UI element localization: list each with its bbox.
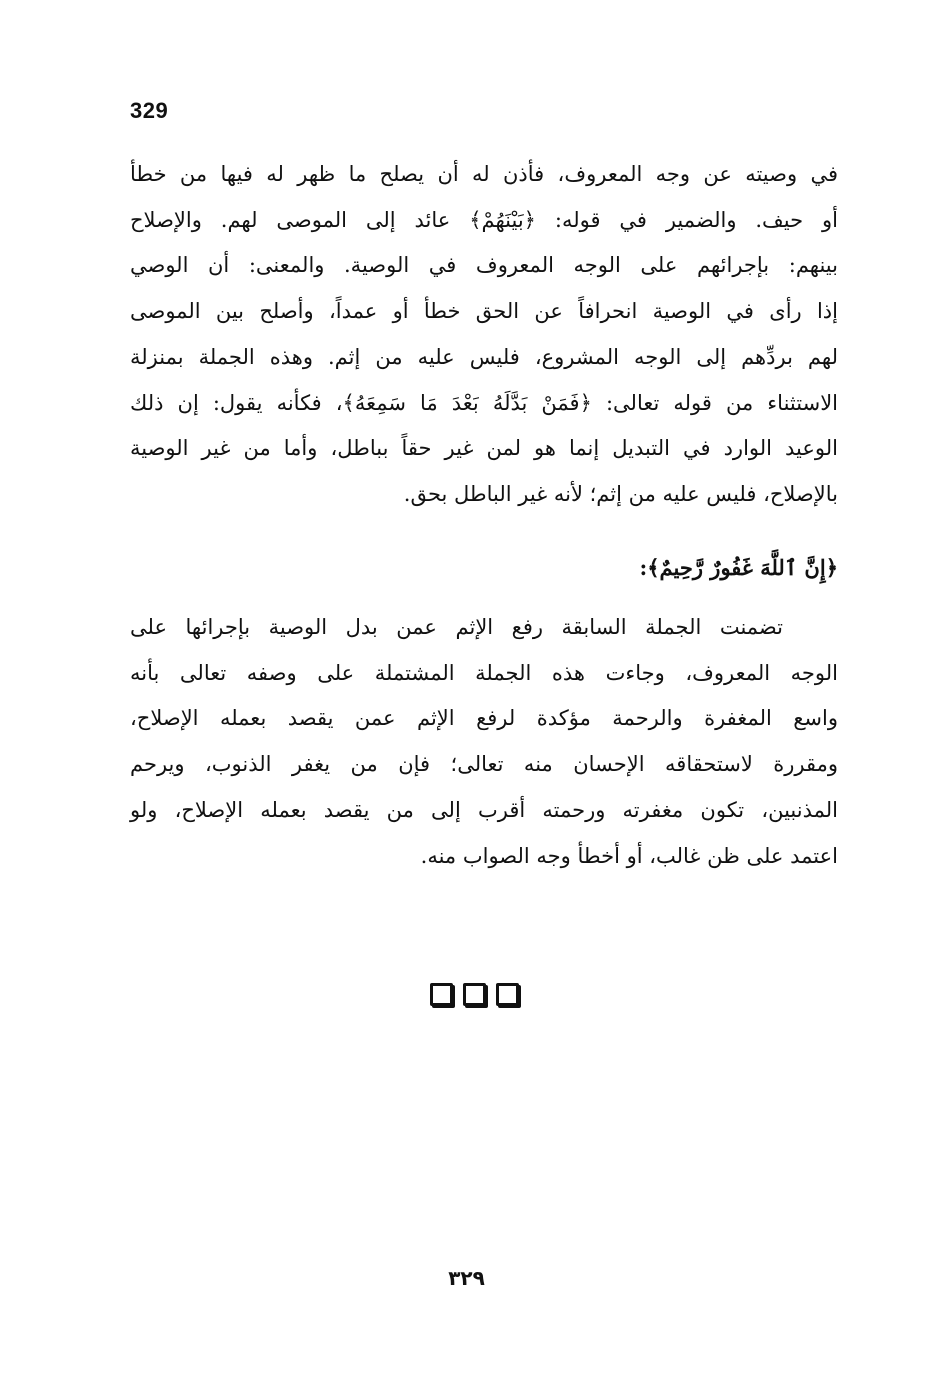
text-line: ومقررة لاستحقاقه الإحسان منه تعالى؛ فإن من يغفر الذنوب، ويرحم: [130, 752, 838, 777]
section-separator: [430, 983, 519, 1006]
square-icon: [463, 983, 486, 1006]
text-line: المذنبين، تكون مغفرته ورحمته أقرب إلى من يقصد بعمله الإصلاح، ولو: [130, 797, 838, 822]
square-icon: [496, 983, 519, 1006]
text-line: تضمنت الجملة السابقة رفع الإثم عمن بدل الوصية بإجرائها على: [130, 615, 783, 639]
text-line: إذا رأى في الوصية انحرافاً عن الحق خطأ أو عمداً، وأصلح بين الموصى: [130, 299, 838, 324]
text-line: الوجه المعروف، وجاءت هذه الجملة المشتملة على وصفه تعالى بأنه: [130, 660, 838, 685]
text-line: اعتمد على ظن غالب، أو أخطأ وجه الصواب منه.: [420, 843, 838, 868]
page-number-top: 329: [130, 98, 169, 123]
text-line: بالإصلاح، فليس عليه من إثم؛ لأنه غير الباطل بحق.: [403, 481, 838, 506]
text-line: أو حيف. والضمير في قوله: ﴿بَيْنَهُمْ﴾ عائد إلى الموصى لهم. والإصلاح: [130, 207, 838, 232]
paragraph-1: [130, 152, 838, 518]
paragraph-2: [130, 605, 838, 879]
text-line: واسع المغفرة والرحمة مؤكدة لرفع الإثم عمن يقصد بعمله الإصلاح،: [130, 706, 838, 731]
text-line: في وصيته عن وجه المعروف، فأذن له أن يصلح ما ظهر له فيها من خطأ: [130, 162, 838, 186]
text-line: لهم بردِّهم إلى الوجه المشروع، فليس عليه من إثم. وهذه الجملة بمنزلة: [130, 344, 838, 369]
text-line: الوعيد الوارد في التبديل إنما هو لمن غير حقاً بباطل، وأما من غير الوصية: [130, 436, 838, 461]
text-line: بينهم: بإجرائهم على الوجه المعروف في الوصية. والمعنى: أن الوصي: [130, 253, 838, 278]
verse-heading: ﴿إِنَّ ٱللَّهَ غَفُورٌ رَّحِيمٌ﴾:: [639, 555, 838, 580]
text-line: الاستثناء من قوله تعالى: ﴿فَمَنْ بَدَّلَهُ بَعْدَ مَا سَمِعَهُ﴾، فكأنه يقول: إن ذلك: [130, 390, 838, 415]
square-icon: [430, 983, 453, 1006]
page-number-bottom: ٣٢٩: [448, 1266, 485, 1290]
